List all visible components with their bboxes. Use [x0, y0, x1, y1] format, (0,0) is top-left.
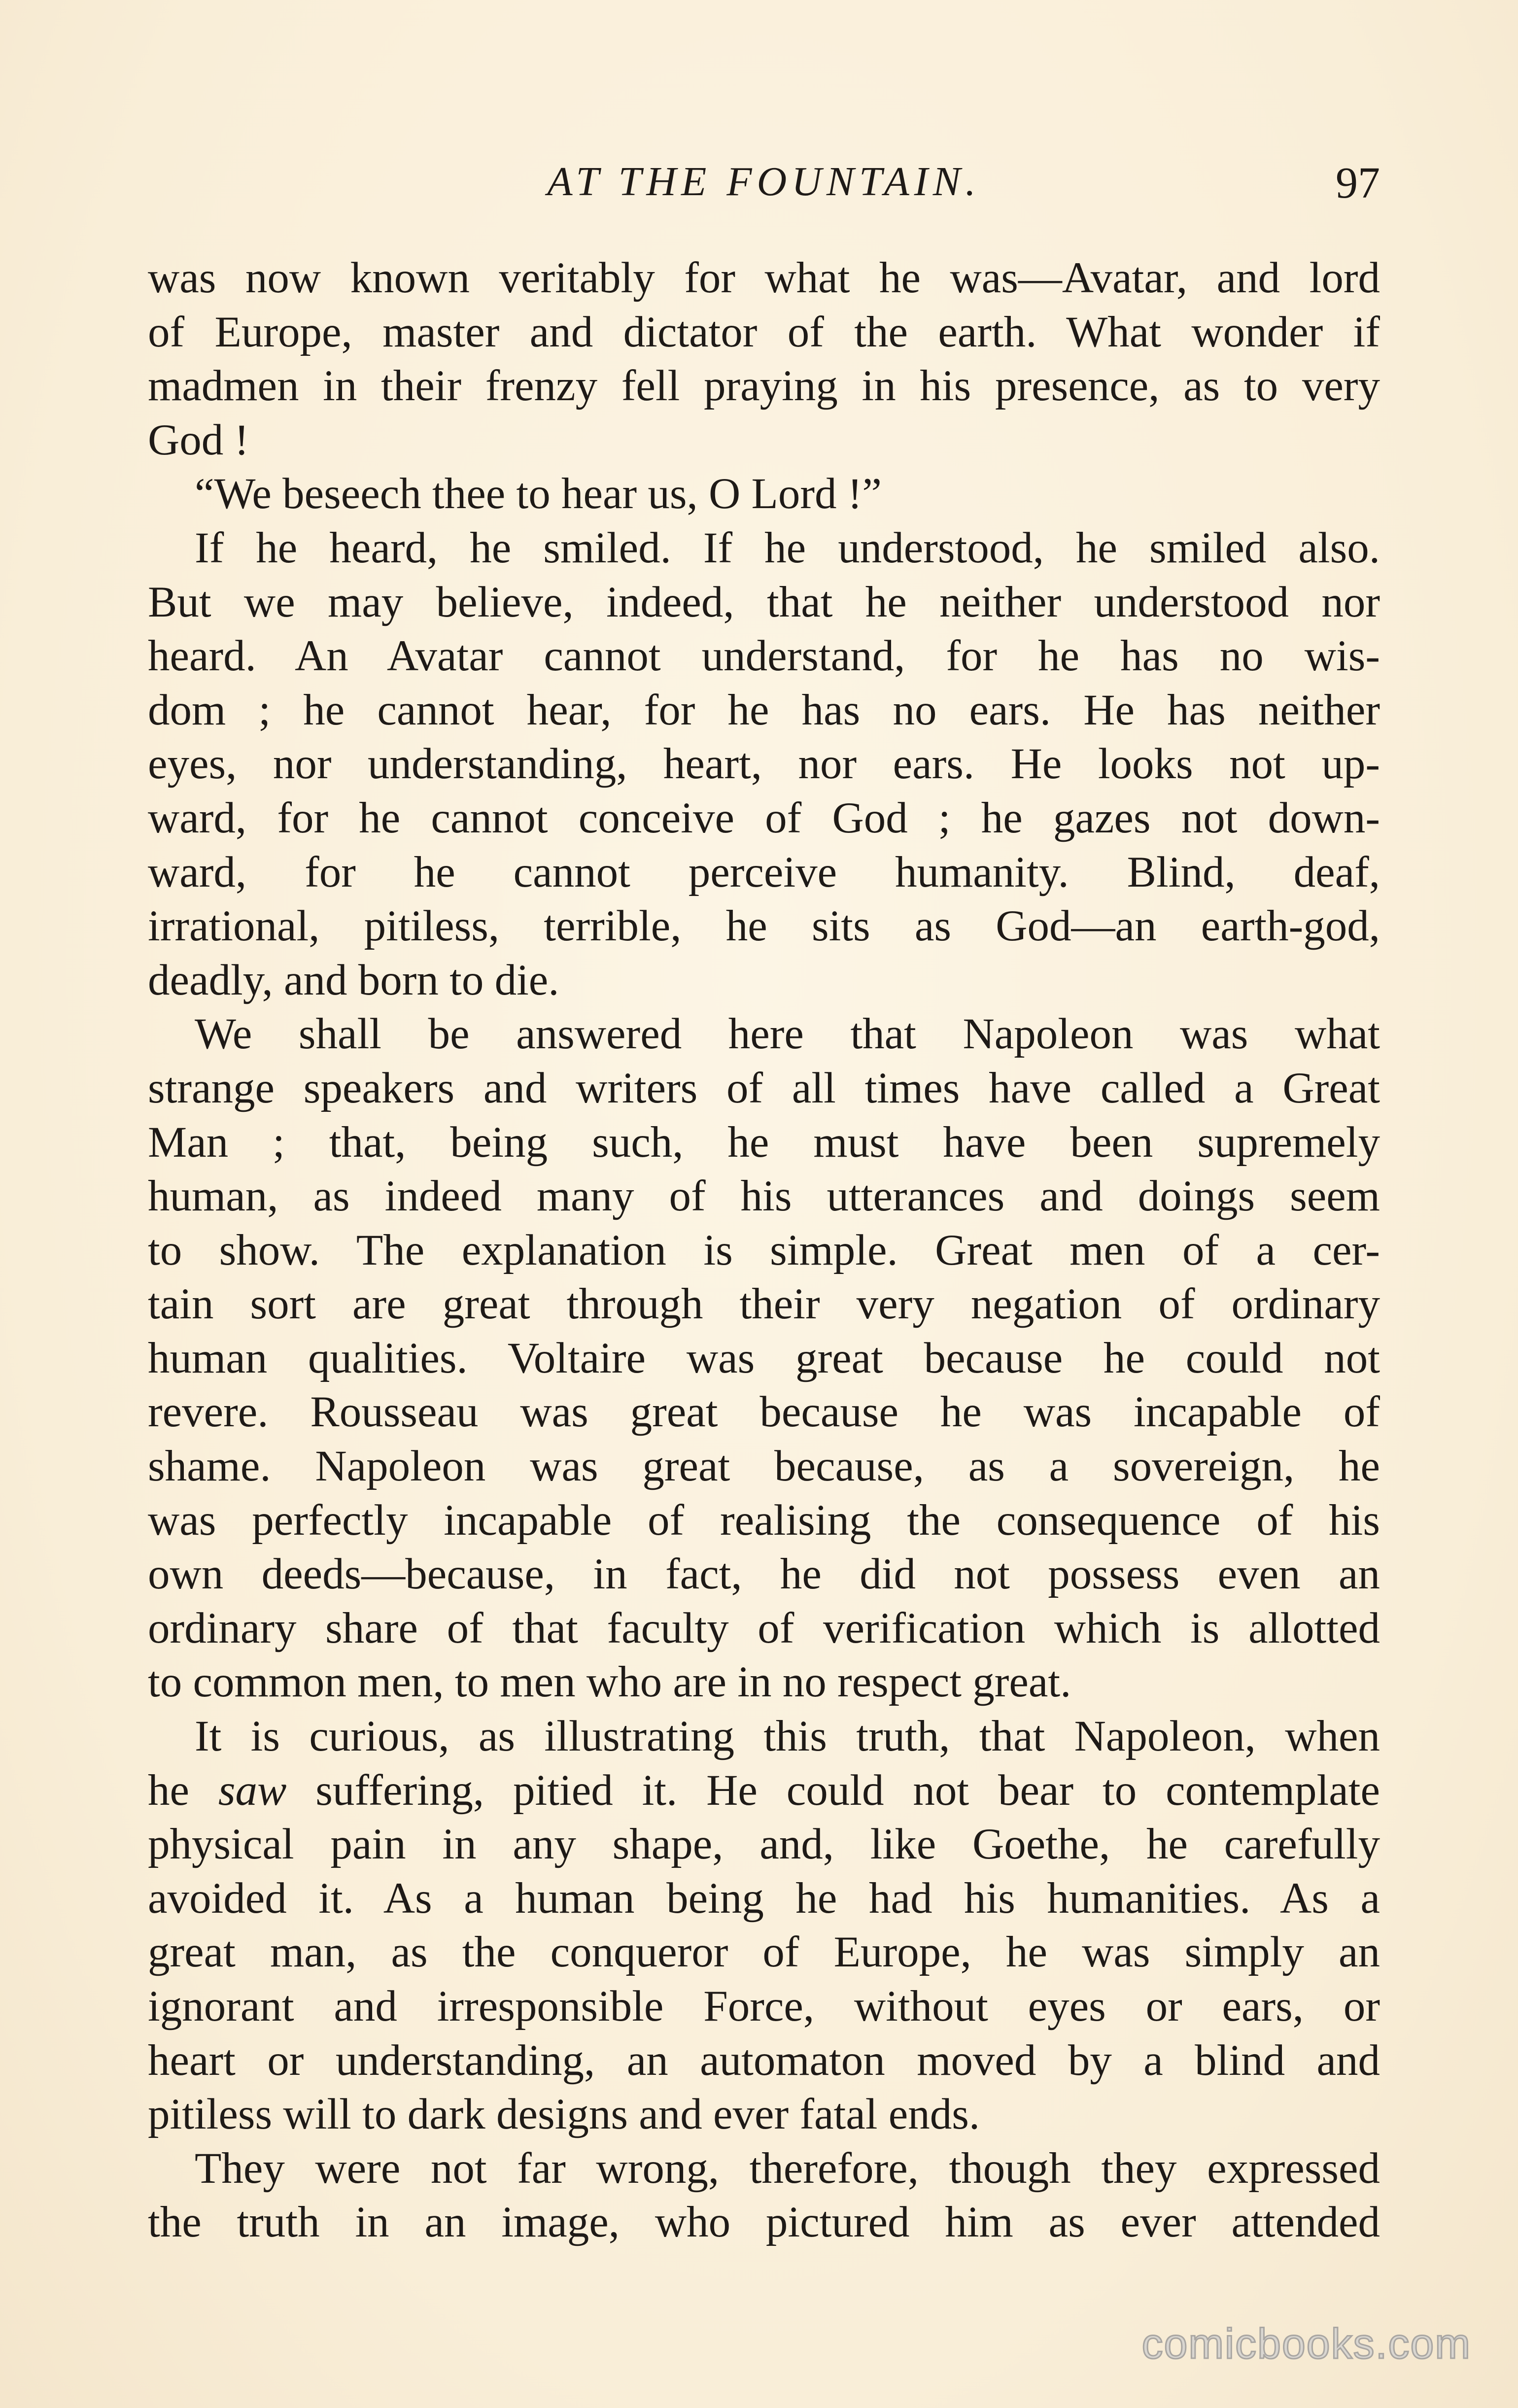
text-line: They were not far wrong, therefore, though they expressed — [195, 2144, 1380, 2193]
text-line: revere. Rousseau was great because he was incapable of — [148, 1388, 1380, 1437]
text-line: heart or understanding, an automaton moved by a blind and — [148, 2036, 1380, 2085]
text-line: eyes, nor understanding, heart, nor ears. He looks not up- — [148, 740, 1380, 789]
text-line: ignorant and irresponsible Force, without eyes or ears, or — [148, 1982, 1380, 2030]
text-line: Man ; that, being such, he must have been supremely — [148, 1118, 1380, 1167]
page-header — [148, 148, 1380, 207]
text-line: It is curious, as illustrating this truth, that Napoleon, when — [195, 1712, 1380, 1761]
text-line: heard. An Avatar cannot understand, for he has no wis- — [148, 632, 1380, 681]
text-run: he — [148, 1766, 218, 1815]
text-line: We shall be answered here that Napoleon was what — [195, 1010, 1380, 1059]
running-head: AT THE FOUNTAIN. — [547, 159, 981, 205]
text-line: If he heard, he smiled. If he understood, he smiled also. — [195, 523, 1380, 572]
text-line: human qualities. Voltaire was great because he could not — [148, 1334, 1380, 1382]
text-line: own deeds—because, in fact, he did not possess even an — [148, 1550, 1380, 1599]
text-line: the truth in an image, who pictured him as ever attended — [148, 2198, 1380, 2247]
text-line: strange speakers and writers of all times have called a Great — [148, 1064, 1380, 1112]
text-line: of Europe, master and dictator of the earth. What wonder if — [148, 308, 1380, 356]
watermark: comicbooks.com — [1141, 2320, 1471, 2368]
italic-word: saw — [218, 1766, 287, 1815]
text-line: God ! — [148, 415, 249, 464]
text-line: was now known veritably for what he was—Avatar, and lord — [148, 254, 1380, 302]
text-line — [148, 1764, 1380, 1818]
text-line: to common men, to men who are in no respect great. — [148, 1658, 1071, 1707]
text-line: great man, as the conqueror of Europe, he was simply an — [148, 1928, 1380, 1977]
text-line: physical pain in any shape, and, like Goethe, he carefully — [148, 1820, 1380, 1869]
text-line: was perfectly incapable of realising the consequence of his — [148, 1496, 1380, 1545]
text-line: deadly, and born to die. — [148, 956, 559, 1004]
text-line: pitiless will to dark designs and ever fatal ends. — [148, 2090, 980, 2139]
text-line: irrational, pitiless, terrible, he sits as God—an earth-god, — [148, 902, 1380, 951]
text-line: But we may believe, indeed, that he neither understood nor — [148, 578, 1380, 626]
text-line: “We beseech thee to hear us, O Lord !” — [195, 470, 882, 518]
text-line: ward, for he cannot perceive humanity. Blind, deaf, — [148, 848, 1380, 896]
text-run: suffering, pitied it. He could not bear to contemplate — [286, 1766, 1380, 1815]
body-text — [148, 251, 1380, 2250]
text-line: dom ; he cannot hear, for he has no ears. He has neither — [148, 686, 1380, 734]
text-line: ordinary share of that faculty of verification which is allotted — [148, 1604, 1380, 1652]
text-line: to show. The explanation is simple. Great men of a cer- — [148, 1226, 1380, 1274]
text-line: tain sort are great through their very negation of ordinary — [148, 1280, 1380, 1329]
text-line: madmen in their frenzy fell praying in his presence, as to very — [148, 362, 1380, 411]
text-line: ward, for he cannot conceive of God ; he gazes not down- — [148, 793, 1380, 842]
text-line: avoided it. As a human being he had his humanities. As a — [148, 1874, 1380, 1923]
page-number: 97 — [1336, 159, 1380, 207]
text-line: human, as indeed many of his utterances and doings seem — [148, 1172, 1380, 1221]
text-line: shame. Napoleon was great because, as a sovereign, he — [148, 1442, 1380, 1491]
